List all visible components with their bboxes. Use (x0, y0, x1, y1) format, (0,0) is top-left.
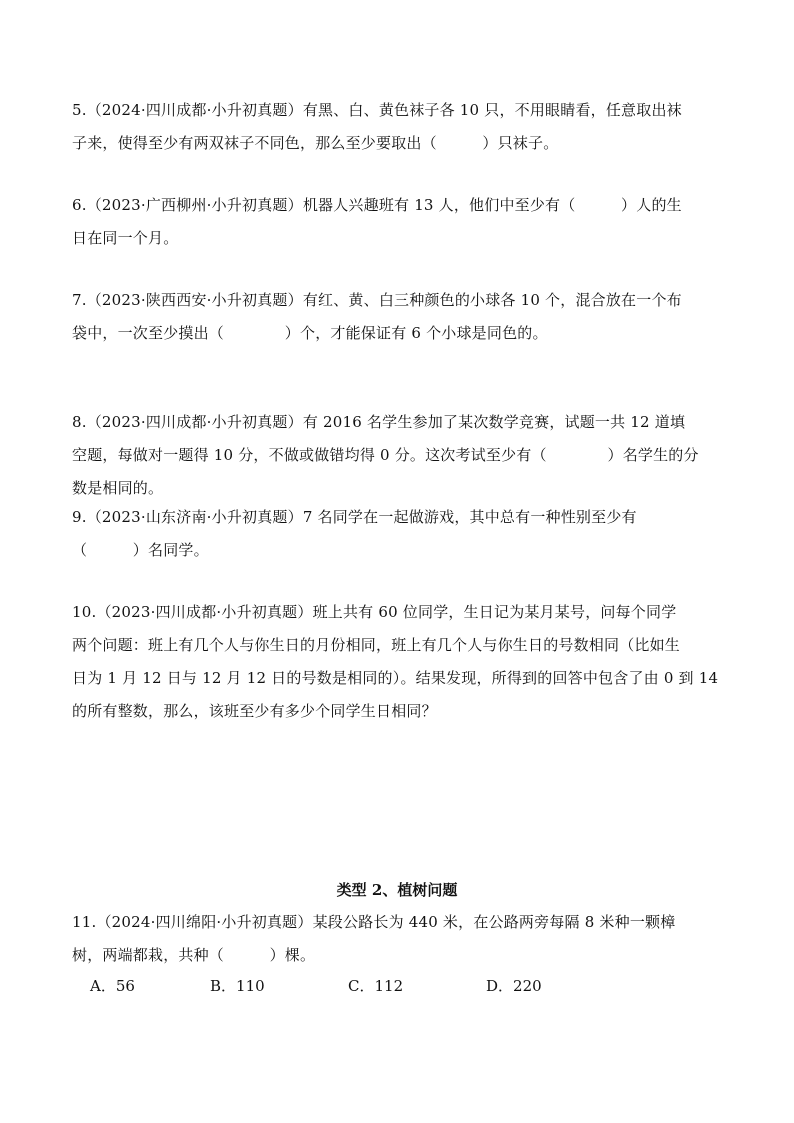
question-line: 11.（2024·四川绵阳·小升初真题）某段公路长为 440 米，在公路两旁每隔 8 米种一颗樟 (72, 913, 676, 931)
question-8 (72, 406, 722, 505)
question-line: 日为 1 月 12 日与 12 月 12 日的号数是相同的）。结果发现，所得到的回答中包含了由 0 到 14 (72, 669, 719, 687)
question-line: 日在同一个月。 (72, 229, 179, 247)
option-c[interactable]: C．112 (348, 977, 404, 995)
question-line: 的所有整数，那么，该班至少有多少个同学生日相同？ (72, 702, 437, 720)
question-10 (72, 596, 722, 728)
question-5 (72, 94, 722, 160)
question-line: 子来，使得至少有两双袜子不同色，那么至少要取出（ ）只袜子。 (72, 134, 559, 152)
question-line: 8.（2023·四川成都·小升初真题）有 2016 名学生参加了某次数学竞赛，试题一共 12 道填 (72, 413, 686, 431)
question-line: 6.（2023·广西柳州·小升初真题）机器人兴趣班有 13 人，他们中至少有（ ）人的生 (72, 196, 682, 214)
question-11 (72, 906, 722, 972)
question-line: （ ）名同学。 (72, 541, 209, 559)
question-line: 数是相同的。 (72, 479, 164, 497)
question-line: 5.（2024·四川成都·小升初真题）有黑、白、黄色袜子各 10 只，不用眼睛看，任意取出袜 (72, 101, 682, 119)
question-9 (72, 501, 722, 567)
option-d[interactable]: D．220 (486, 977, 542, 995)
question-line: 7.（2023·陕西西安·小升初真题）有红、黄、白三种颜色的小球各 10 个，混合放在一个布 (72, 291, 682, 309)
question-line: 袋中，一次至少摸出（ ）个，才能保证有 6 个小球是同色的。 (72, 324, 548, 342)
question-7 (72, 284, 722, 350)
section-title: 类型 2、植树问题 (336, 881, 458, 899)
question-6 (72, 189, 722, 255)
question-line: 10.（2023·四川成都·小升初真题）班上共有 60 位同学，生日记为某月某号，问每个同学 (72, 603, 677, 621)
question-line: 树，两端都栽，共种（ ）棵。 (72, 946, 316, 964)
question-line: 两个问题：班上有几个人与你生日的月份相同，班上有几个人与你生日的号数相同（比如生 (72, 636, 681, 654)
question-line: 9.（2023·山东济南·小升初真题）7 名同学在一起做游戏，其中总有一种性别至少有 (72, 508, 637, 526)
option-b[interactable]: B．110 (210, 977, 265, 995)
option-a[interactable]: A．56 (90, 977, 135, 995)
question-line: 空题，每做对一题得 10 分，不做或做错均得 0 分。这次考试至少有（ ）名学生的分 (72, 446, 699, 464)
